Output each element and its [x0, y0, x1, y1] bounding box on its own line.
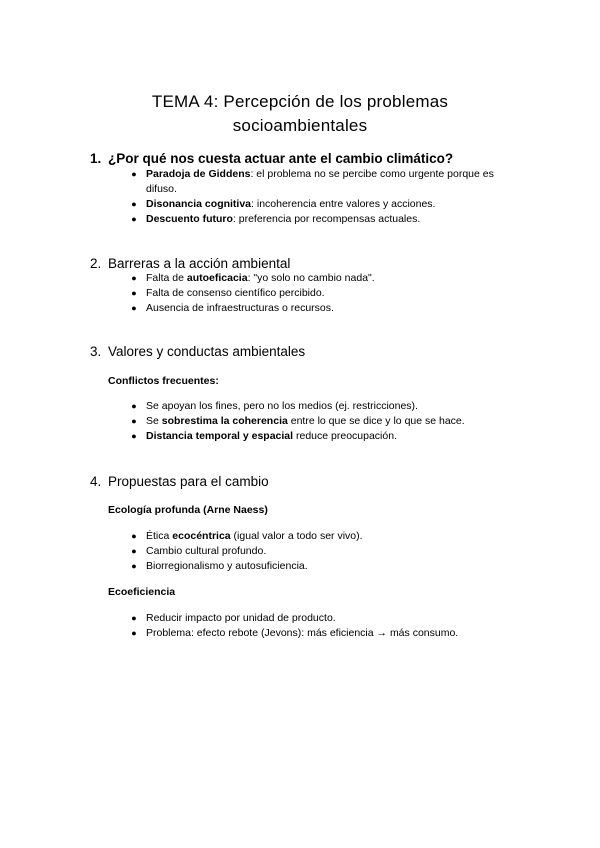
list-item: ● Ética ecocéntrica (igual valor a todo ser vivo). [128, 529, 528, 544]
section-number: 3. [90, 344, 102, 359]
bullet-icon: ● [131, 288, 137, 298]
list-item: ● Falta de consenso científico percibido. [128, 286, 528, 301]
page-title [100, 90, 500, 138]
section-title: Barreras a la acción ambiental [108, 256, 291, 271]
bullet-icon: ● [131, 273, 137, 283]
list-item: ● Reducir impacto por unidad de producto. [128, 611, 528, 626]
bullet-icon: ● [131, 214, 137, 224]
bullet-icon: ● [131, 628, 137, 638]
bullet-icon: ● [131, 169, 137, 179]
bullet-icon: ● [131, 431, 137, 441]
list-item: ● Se apoyan los fines, pero no los medios (ej. restricciones). [128, 399, 528, 414]
bullet-icon: ● [131, 199, 137, 209]
bullet-icon: ● [131, 561, 137, 571]
section-3-heading [90, 343, 305, 361]
section-2-list [128, 271, 528, 316]
section-title: Propuestas para el cambio [108, 474, 269, 489]
title-line-2: socioambientales [232, 116, 368, 135]
title-line-1: TEMA 4: Percepción de los problemas [151, 92, 449, 111]
bullet-icon: ● [131, 416, 137, 426]
subsection-ecoeficiencia-heading: Ecoeficiencia [108, 586, 176, 598]
list-item: ● Biorregionalismo y autosuficiencia. [128, 559, 528, 574]
section-1-list [128, 167, 528, 227]
bullet-icon: ● [131, 303, 137, 313]
list-item: ● Ausencia de infraestructuras o recursos. [128, 301, 528, 316]
bullet-icon: ● [131, 401, 137, 411]
list-item: ● Distancia temporal y espacial reduce preocupación. [128, 429, 528, 444]
list-item: ● Problema: efecto rebote (Jevons): más eficiencia → más consumo. [128, 626, 528, 641]
bullet-icon: ● [131, 613, 137, 623]
section-number: 2. [90, 256, 102, 271]
subsection-ecoeficiencia-list [128, 611, 528, 641]
section-number: 1. [90, 151, 102, 166]
section-number: 4. [90, 474, 102, 489]
list-item: ● Falta de autoeficacia: "yo solo no cambio nada". [128, 271, 528, 286]
section-1-heading [90, 150, 453, 168]
subsection-ecologia-heading: Ecología profunda (Arne Naess) [108, 504, 268, 516]
subsection-ecologia-list [128, 529, 528, 574]
section-3-list [128, 399, 528, 444]
bullet-icon: ● [131, 531, 137, 541]
list-item: ● Descuento futuro: preferencia por recompensas actuales. [128, 212, 528, 227]
list-item: ● Disonancia cognitiva: incoherencia entre valores y acciones. [128, 197, 528, 212]
section-3-subheading: Conflictos frecuentes: [108, 375, 219, 387]
list-item: ● Se sobrestima la coherencia entre lo que se dice y lo que se hace. [128, 414, 528, 429]
list-item: ● Paradoja de Giddens: el problema no se percibe como urgente porque es difuso. [128, 167, 528, 197]
bullet-icon: ● [131, 546, 137, 556]
section-title: Valores y conductas ambientales [108, 344, 306, 359]
list-item: ● Cambio cultural profundo. [128, 544, 528, 559]
section-4-heading [90, 473, 269, 491]
section-title: ¿Por qué nos cuesta actuar ante el cambio climático? [108, 151, 454, 166]
